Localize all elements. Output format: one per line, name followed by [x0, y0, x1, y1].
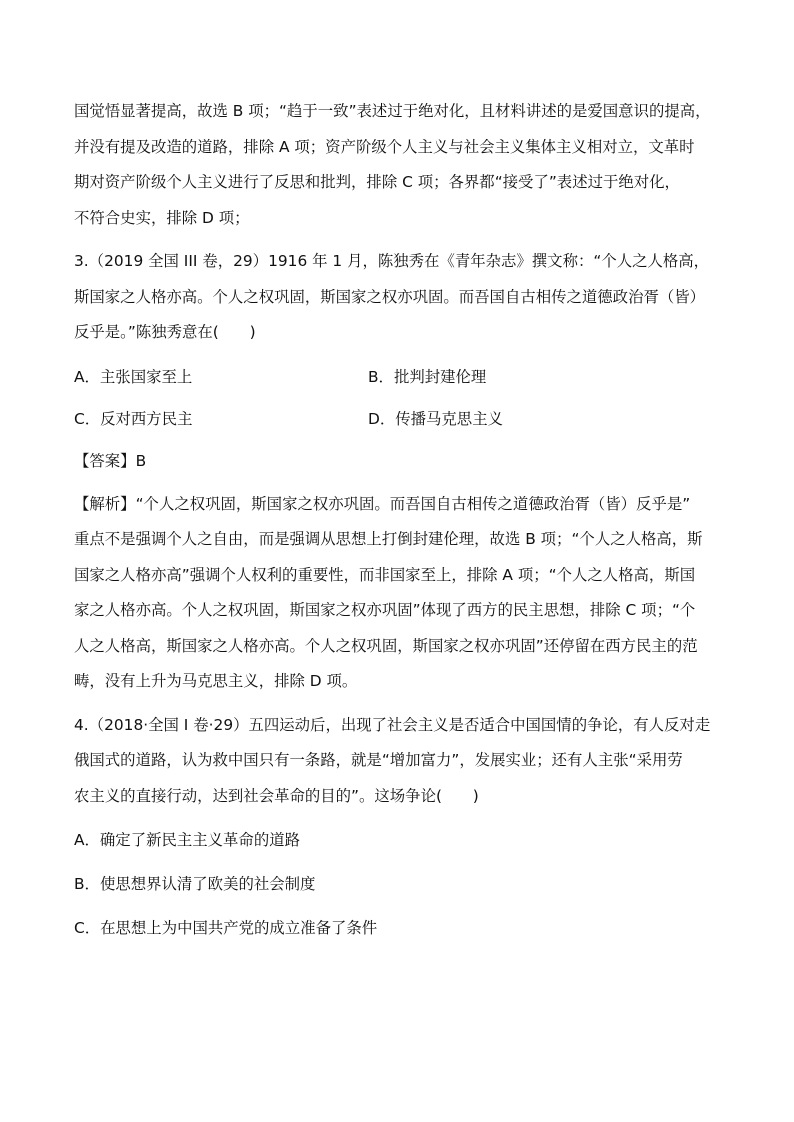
text-line: 农主义的直接行动，达到社会革命的目的”。这场争论( )	[74, 786, 479, 805]
question-4-option-b: B．使思想界认清了欧美的社会制度	[74, 875, 316, 893]
text-line: 重点不是强调个人之自由，而是强调从思想上打倒封建伦理，故选 B 项；“个人之人格高，斯	[74, 530, 703, 548]
intro-paragraph	[74, 94, 732, 236]
text-line: 俄国式的道路，认为救中国只有一条路，就是“增加富力”，发展实业；还有人主张“采用劳	[74, 751, 683, 769]
text-line: 【解析】“个人之权巩固，斯国家之权亦巩固。而吾国自古相传之道德政治胥（皆）反乎是”	[74, 494, 691, 513]
text-line: 人之人格高，斯国家之人格亦高。个人之权巩固，斯国家之权亦巩固”还停留在西方民主的范	[74, 636, 698, 655]
question-3-options-row-2	[74, 401, 732, 437]
text-line: 反乎是。”陈独秀意在( )	[74, 323, 256, 341]
text-line: 畴，没有上升为马克思主义，排除 D 项。	[74, 672, 358, 690]
question-4-stem	[74, 708, 732, 815]
option-d: D．传播马克思主义	[368, 409, 503, 428]
text-line: 4.（2018·全国 I 卷·29）五四运动后，出现了社会主义是否适合中国国情的争论，有人反对走	[74, 715, 711, 734]
text-line: 不符合史实，排除 D 项；	[74, 208, 250, 227]
text-line: 并没有提及改造的道路，排除 A 项；资产阶级个人主义与社会主义集体主义相对立，文革时	[74, 137, 695, 156]
question-3-options-row-1	[74, 359, 732, 395]
answer-value: B	[135, 451, 147, 470]
text-line: 家之人格亦高。个人之权巩固，斯国家之权亦巩固”体现了西方的民主思想，排除 C 项；“个	[74, 601, 696, 619]
text-line: 国觉悟显著提高，故选 B 项；“趋于一致”表述过于绝对化，且材料讲述的是爱国意识的提高，	[74, 102, 711, 120]
option-b: B．批判封建伦理	[368, 367, 487, 386]
text-line: 期对资产阶级个人主义进行了反思和批判，排除 C 项；各界都“接受了”表述过于绝对化，	[74, 173, 680, 191]
text-line: 3.（2019 全国 III 卷，29）1916 年 1 月，陈独秀在《青年杂志》撰文称：“个人之人格高，	[74, 252, 710, 270]
question-3-answer	[74, 443, 732, 479]
question-3-analysis	[74, 487, 732, 700]
analysis-label: 【解析】	[74, 494, 136, 513]
answer-label: 【答案】	[74, 451, 136, 470]
option-c: C．反对西方民主	[74, 409, 193, 428]
question-4-option-a: A．确定了新民主主义革命的道路	[74, 831, 300, 849]
text-line: 国家之人格亦高”强调个人权利的重要性，而非国家至上，排除 A 项；“个人之人格高，斯国	[74, 565, 696, 584]
question-3-stem	[74, 244, 732, 351]
option-a: A．主张国家至上	[74, 367, 193, 386]
question-4-option-c: C．在思想上为中国共产党的成立准备了条件	[74, 919, 378, 937]
text-line: 斯国家之人格亦高。个人之权巩固，斯国家之权亦巩固。而吾国自古相传之道德政治胥（皆）	[74, 287, 706, 306]
